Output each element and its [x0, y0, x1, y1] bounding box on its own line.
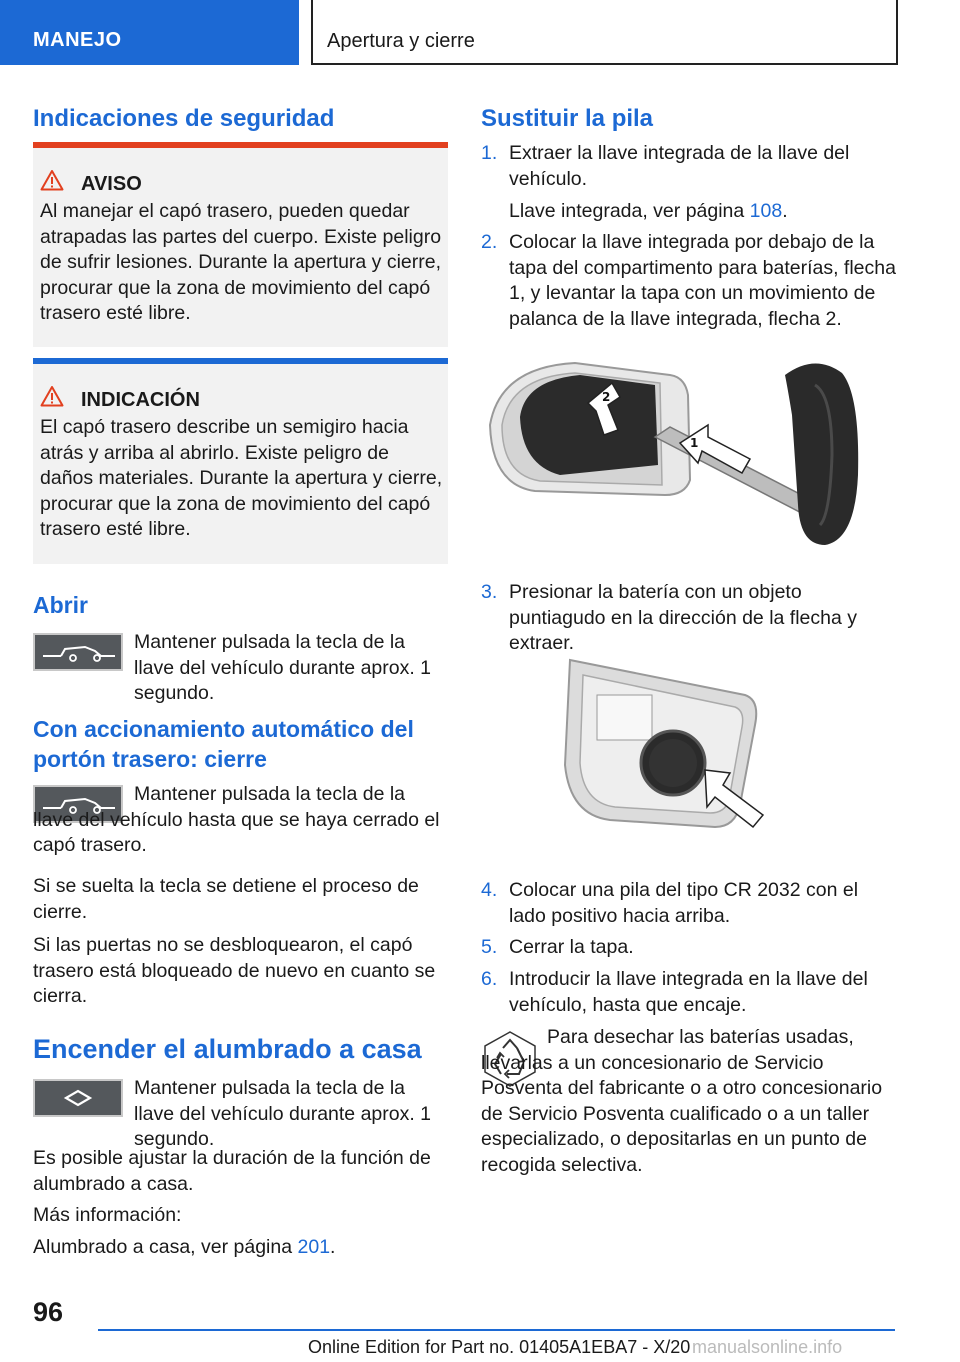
safety-heading: Indicaciones de seguridad: [33, 105, 335, 132]
footer-rule: [98, 1329, 895, 1331]
light-home-p3: Más información:: [33, 1204, 182, 1226]
fig1-arrow-1-label: 1: [690, 436, 699, 450]
tailgate-key-button-icon: [33, 633, 123, 671]
header-section-label: MANEJO: [33, 29, 122, 51]
step-2-number: 2.: [481, 231, 498, 253]
step-2-text: Colocar la llave integrada por debajo de la tapa del compartimento para baterías, flecha 1, y levantar la tapa con un movimiento de palanca de la llave integrada, flecha 2.: [509, 231, 896, 330]
light-ref-page-link[interactable]: 201: [297, 1236, 331, 1258]
header-chapter-label: Apertura y cierre: [327, 30, 475, 52]
step-3-text: Presionar la batería con un objeto puntiagudo en la dirección de la flecha y extraer.: [509, 581, 857, 654]
auto-close-heading: Con accionamiento automático del portón trasero: cierre: [33, 716, 414, 772]
warning-title: AVISO: [81, 173, 142, 195]
key-removal-illustration: [480, 355, 880, 550]
battery-heading: Sustituir la pila: [481, 105, 654, 132]
step1-ref-text: Llave integrada, ver página: [509, 200, 745, 222]
recycle-text: Para desechar las baterías usadas, llevarlas a un concesionario de Servicio Posventa del fabricante o a otro concesionario de Servicio Posventa cualificado o a un taller especializado, o depositarlas en un punto de recogida selectiva.: [481, 1026, 883, 1176]
step-4-text: Colocar una pila del tipo CR 2032 con el lado positivo hacia arriba.: [509, 879, 859, 927]
step1-ref-page-link[interactable]: 108: [749, 200, 783, 222]
footer-edition: Online Edition for Part no. 01405A1EBA7 - X/20: [308, 1337, 691, 1357]
header-chapter-box: [311, 0, 898, 65]
fig1-arrow-2-label: 2: [602, 390, 611, 404]
page-number: 96: [33, 1297, 64, 1327]
auto-close-p2: Si se suelta la tecla se detiene el proceso de cierre.: [33, 875, 419, 923]
light-home-heading: Encender el alumbrado a casa: [33, 1034, 422, 1064]
light-home-text: Mantener pulsada la tecla de la llave del vehículo durante aprox. 1 segundo.: [134, 1077, 432, 1150]
step-6-number: 6.: [481, 968, 498, 990]
open-heading: Abrir: [33, 592, 88, 618]
step-4-number: 4.: [481, 879, 498, 901]
notice-text: El capó trasero describe un semigiro hacia atrás y arriba al abrirlo. Existe peligro de daños materiales. Durante la apertura y cierre, procurar que la zona de movimiento del capó trasero esté libre.: [40, 416, 443, 540]
auto-close-text: Mantener pulsada la tecla de la llave del vehículo hasta que se haya cerrado el capó trasero.: [33, 783, 440, 856]
light-home-p2: Es posible ajustar la duración de la función de alumbrado a casa.: [33, 1147, 431, 1195]
step-1-reference: [509, 199, 899, 225]
header-section-tab: [0, 0, 299, 65]
step-1-number: 1.: [481, 142, 498, 164]
warning-triangle-icon: [40, 169, 64, 191]
open-text: Mantener pulsada la tecla de la llave del vehículo durante aprox. 1 segundo.: [134, 631, 432, 704]
notice-box: [33, 358, 448, 564]
step-5-text: Cerrar la tapa.: [509, 936, 634, 958]
step-3-number: 3.: [481, 581, 498, 603]
warning-bar: [33, 142, 448, 148]
light-ref-text: Alumbrado a casa, ver página: [33, 1236, 293, 1258]
step-6-text: Introducir la llave integrada en la llave del vehículo, hasta que encaje.: [509, 968, 868, 1016]
light-home-reference: [33, 1235, 448, 1261]
notice-title: INDICACIÓN: [81, 389, 200, 411]
auto-close-p3: Si las puertas no se desbloquearon, el capó trasero está bloqueado de nuevo en cuanto se cierra.: [33, 934, 436, 1007]
step-1-text: Extraer la llave integrada de la llave del vehículo.: [509, 142, 850, 190]
notice-bar: [33, 358, 448, 364]
battery-compartment-illustration: [555, 655, 785, 835]
step-5-number: 5.: [481, 936, 498, 958]
light-key-button-icon: [33, 1079, 123, 1117]
warning-box: [33, 142, 448, 347]
light-ref-end: .: [330, 1236, 336, 1258]
step1-ref-end: .: [782, 200, 788, 222]
notice-triangle-icon: [40, 385, 64, 407]
footer-watermark: manualsonline.info: [690, 1335, 842, 1361]
warning-text: Al manejar el capó trasero, pueden quedar atrapadas las partes del cuerpo. Existe peligro de sufrir lesiones. Durante la apertura y cierre, procurar que la zona de movimiento del capó trasero esté libre.: [40, 200, 442, 324]
